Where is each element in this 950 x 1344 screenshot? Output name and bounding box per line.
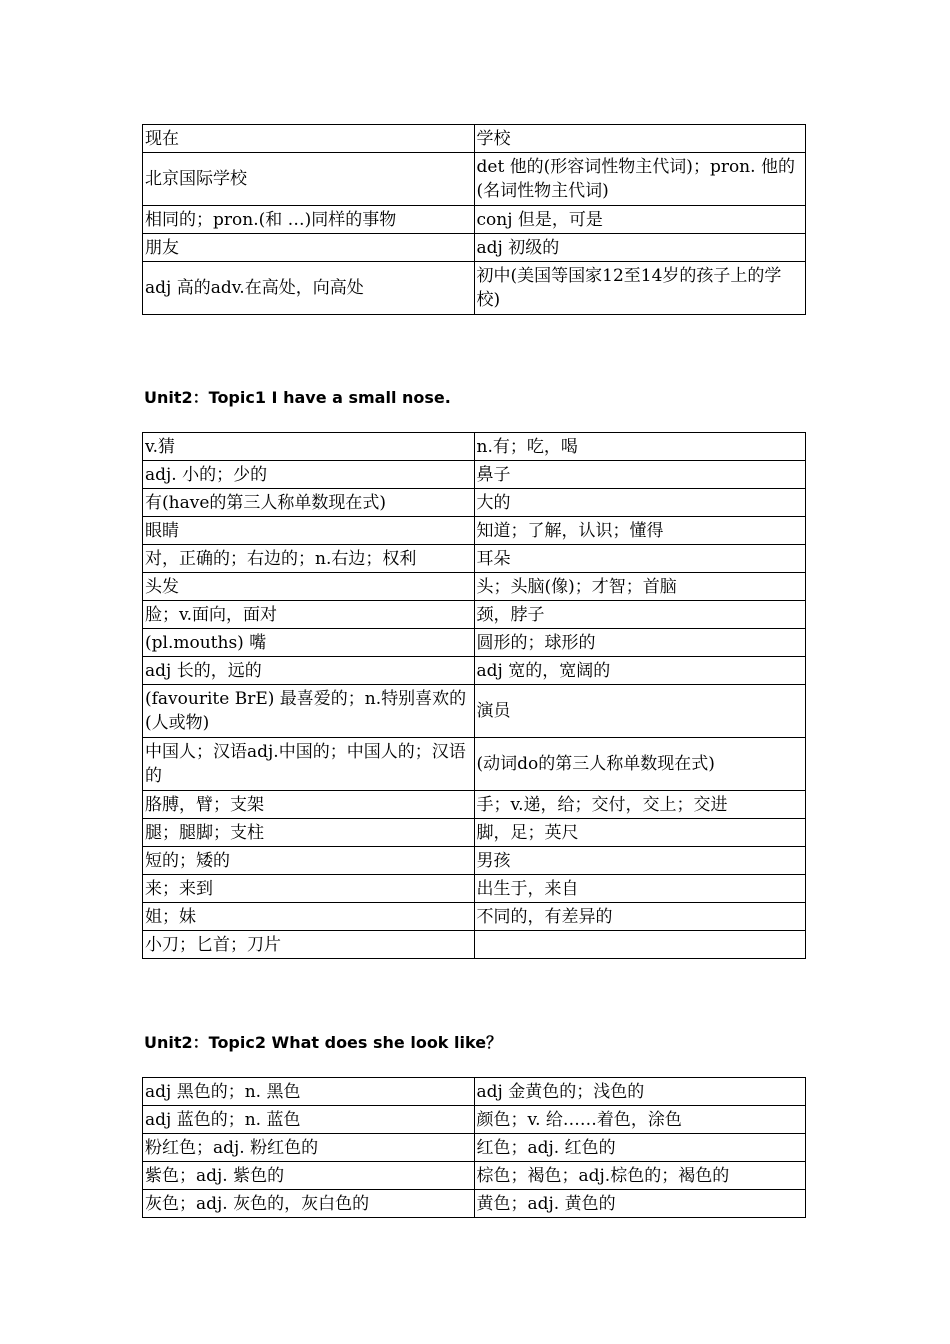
table-cell: 粉红色；adj. 粉红色的: [143, 1134, 475, 1162]
table-row: [143, 234, 806, 262]
section-heading-topic2: Unit2：Topic2 What does she look like？: [144, 1033, 503, 1052]
table-cell: 初中(美国等国家12至14岁的孩子上的学校): [474, 262, 806, 315]
table-cell: 头；头脑(像)；才智；首脑: [474, 573, 806, 601]
table-cell: det 他的(形容词性物主代词)；pron. 他的(名词性物主代词): [474, 153, 806, 206]
table-cell: 北京国际学校: [143, 153, 475, 206]
table-row: [143, 153, 806, 206]
table-row: [143, 875, 806, 903]
table-cell: 相同的；pron.(和 …)同样的事物: [143, 206, 475, 234]
table-cell: 中国人；汉语adj.中国的；中国人的；汉语的: [143, 738, 475, 791]
table-cell: 对，正确的；右边的；n.右边；权利: [143, 545, 475, 573]
table-cell: conj 但是，可是: [474, 206, 806, 234]
table-cell: adj 初级的: [474, 234, 806, 262]
table-cell: 演员: [474, 685, 806, 738]
table-cell: n.有；吃，喝: [474, 433, 806, 461]
table-cell: 手；v.递，给；交付，交上；交进: [474, 791, 806, 819]
table-cell: 黄色；adj. 黄色的: [474, 1190, 806, 1218]
table-row: [143, 1134, 806, 1162]
table-cell: 头发: [143, 573, 475, 601]
table-cell: 出生于，来自: [474, 875, 806, 903]
table-cell: 红色；adj. 红色的: [474, 1134, 806, 1162]
table-cell: adj 金黄色的；浅色的: [474, 1078, 806, 1106]
table-cell: 男孩: [474, 847, 806, 875]
vocab-table-3: [142, 1077, 806, 1218]
table-cell: 有(have的第三人称单数现在式): [143, 489, 475, 517]
table-row: [143, 573, 806, 601]
table-cell: 脚，足；英尺: [474, 819, 806, 847]
table-cell: (pl.mouths) 嘴: [143, 629, 475, 657]
table-row: [143, 657, 806, 685]
table-row: [143, 517, 806, 545]
table-row: [143, 738, 806, 791]
table-cell: 大的: [474, 489, 806, 517]
vocab-table-2: [142, 432, 806, 959]
vocab-table-1: [142, 124, 806, 315]
table-cell: 学校: [474, 125, 806, 153]
table-row: [143, 489, 806, 517]
table-row: [143, 903, 806, 931]
table-cell: v.猜: [143, 433, 475, 461]
table-cell: 腿；腿脚；支柱: [143, 819, 475, 847]
table-cell: 颜色；v. 给……着色，涂色: [474, 1106, 806, 1134]
table-row: [143, 1162, 806, 1190]
table-row: [143, 791, 806, 819]
table-cell: 胳膊，臂；支架: [143, 791, 475, 819]
table-cell: 紫色；adj. 紫色的: [143, 1162, 475, 1190]
table-cell: 圆形的；球形的: [474, 629, 806, 657]
table-row: [143, 1078, 806, 1106]
table-cell: 灰色；adj. 灰色的，灰白色的: [143, 1190, 475, 1218]
table-cell: 现在: [143, 125, 475, 153]
table-cell: 朋友: [143, 234, 475, 262]
table-row: [143, 433, 806, 461]
table-cell: 不同的，有差异的: [474, 903, 806, 931]
table-cell: [474, 931, 806, 959]
table-row: [143, 1106, 806, 1134]
table-row: [143, 262, 806, 315]
table-cell: 脸；v.面向，面对: [143, 601, 475, 629]
table-row: [143, 461, 806, 489]
table-row: [143, 1190, 806, 1218]
table-row: [143, 125, 806, 153]
table-row: [143, 847, 806, 875]
table-row: [143, 601, 806, 629]
table-cell: 颈，脖子: [474, 601, 806, 629]
table-cell: 鼻子: [474, 461, 806, 489]
table-row: [143, 545, 806, 573]
table-cell: 棕色；褐色；adj.棕色的；褐色的: [474, 1162, 806, 1190]
table-cell: adj 长的，远的: [143, 657, 475, 685]
table-cell: 眼睛: [143, 517, 475, 545]
table-row: [143, 819, 806, 847]
table-cell: adj 蓝色的；n. 蓝色: [143, 1106, 475, 1134]
table-cell: adj 黑色的；n. 黑色: [143, 1078, 475, 1106]
table-cell: 短的；矮的: [143, 847, 475, 875]
table-row: [143, 629, 806, 657]
table-row: [143, 931, 806, 959]
table-cell: 耳朵: [474, 545, 806, 573]
table-cell: adj 高的adv.在高处，向高处: [143, 262, 475, 315]
table-cell: 来；来到: [143, 875, 475, 903]
table-cell: adj 宽的，宽阔的: [474, 657, 806, 685]
table-cell: 知道；了解，认识；懂得: [474, 517, 806, 545]
table-row: [143, 206, 806, 234]
table-cell: 姐；妹: [143, 903, 475, 931]
table-cell: adj. 小的；少的: [143, 461, 475, 489]
table-cell: (favourite BrE) 最喜爱的；n.特别喜欢的(人或物): [143, 685, 475, 738]
table-row: [143, 685, 806, 738]
section-heading-topic1: Unit2：Topic1 I have a small nose.: [144, 388, 451, 407]
table-cell: (动词do的第三人称单数现在式): [474, 738, 806, 791]
table-cell: 小刀；匕首；刀片: [143, 931, 475, 959]
